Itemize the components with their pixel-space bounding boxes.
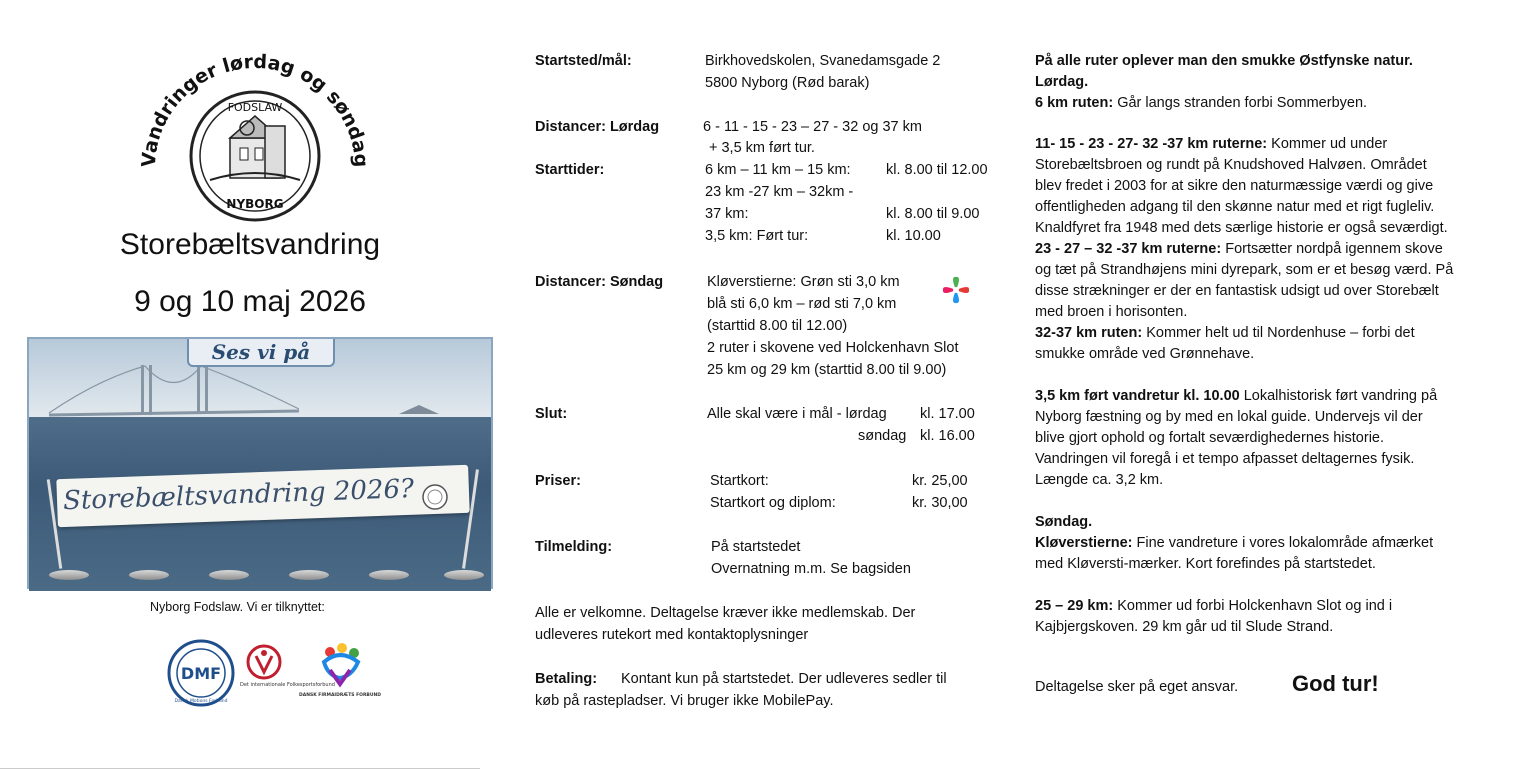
starttider-row-a: 6 km – 11 km – 15 km: <box>705 162 851 178</box>
dmf-logo-text: Dansk Motions Forbund <box>174 699 228 704</box>
starttider-row-a: 23 km -27 km – 32km - <box>705 184 854 200</box>
route-11km <box>1035 134 1387 156</box>
startsted-line1: Birkhovedskolen, Svanedamsgade 2 <box>705 53 941 69</box>
header-emblem <box>130 48 380 228</box>
route-11km-line: Knaldfyret fra 1948 med dets særlige historie er også seværdigt. <box>1035 220 1448 236</box>
route-6km <box>1035 93 1367 115</box>
route-35km-line: Nyborg fæstning og by med en lokal guide. Undervejs vil der <box>1035 409 1423 425</box>
distancer-sondag-line: Kløverstierne: Grøn sti 3,0 km <box>707 274 900 290</box>
route-25km-line: Kommer ud forbi Holckenhavn Slot og ind i <box>1113 598 1393 614</box>
starttider-row-b: kl. 8.00 til 9.00 <box>886 206 980 222</box>
slut-time1: kl. 17.00 <box>920 406 975 422</box>
route-23km <box>1035 239 1443 261</box>
route-35km-label: 3,5 km ført vandretur kl. 10.00 <box>1035 388 1240 404</box>
route-23km-line: Fortsætter nordpå igennem skove <box>1221 241 1443 257</box>
event-photo <box>27 337 493 589</box>
betaling-line1: Kontant kun på startstedet. Der udleveres sedler til <box>621 671 947 687</box>
route-11km-label: 11- 15 - 23 - 27- 32 -37 km ruterne: <box>1035 136 1268 152</box>
distancer-sondag-line: blå sti 6,0 km – rød sti 7,0 km <box>707 296 897 312</box>
route-6km-text: Går langs stranden forbi Sommerbyen. <box>1113 95 1368 111</box>
priser-row-a: Startkort og diplom: <box>710 495 836 511</box>
event-title: Storebæltsvandring <box>119 228 381 261</box>
ivv-logo-text: Det internationale Folkesportsforbund <box>240 682 335 688</box>
route-11km-line: blev fredet i 2003 for at sikre den naturmæssige værdi og give <box>1035 178 1434 194</box>
route-35km-line: Vandringen vil foregå i et tempo afpasset deltagernes fysik. <box>1035 451 1415 467</box>
starttider-label: Starttider: <box>535 162 605 178</box>
route-35km <box>1035 386 1437 408</box>
slut-day2: søndag <box>858 428 907 444</box>
tilmelding-line1: På startstedet <box>711 539 801 555</box>
photo-banner-text: Storebæltsvandring 2026? <box>62 474 415 517</box>
starttider-row-b: kl. 8.00 til 12.00 <box>886 162 988 178</box>
route-23km-line: og tæt på Strandhøjens mini dyrepark, som er et besøg værd. På <box>1035 262 1454 278</box>
route-25km <box>1035 596 1392 618</box>
dmf-mark: DMF <box>180 664 222 683</box>
sondag-heading: Søndag. <box>1035 514 1093 530</box>
route-25km-line: Kajbjergskoven. 29 km går ud til Slude Strand. <box>1035 619 1334 635</box>
route-35km-line: Længde ca. 3,2 km. <box>1035 472 1164 488</box>
priser-row-b: kr. 30,00 <box>912 495 968 511</box>
distancer-lordag-line2: + 3,5 km ført tur. <box>709 140 815 156</box>
klover-label: Kløverstierne: <box>1035 535 1133 551</box>
fish-icon <box>209 570 249 580</box>
lordag-heading: Lørdag. <box>1035 74 1089 90</box>
velkommen-line: Alle er velkomne. Deltagelse kræver ikke medlemskab. Der <box>535 605 916 621</box>
route-32km-label: 32-37 km ruten: <box>1035 325 1143 341</box>
route-35km-line: blive gjort ophold og fortalt seværdighedernes historie. <box>1035 430 1385 446</box>
banner-emblem-icon <box>421 483 449 511</box>
event-dates: 9 og 10 maj 2026 <box>134 285 366 318</box>
bottom-divider <box>0 768 480 769</box>
slut-time2: kl. 16.00 <box>920 428 975 444</box>
fish-icon <box>289 570 329 580</box>
fish-icon <box>49 570 89 580</box>
clover-trail-icon <box>940 274 972 308</box>
god-tur-text: God tur! <box>1292 671 1379 696</box>
slut-line1: Alle skal være i mål - lørdag <box>707 406 887 422</box>
distancer-lordag-label: Distancer: Lørdag <box>535 119 660 135</box>
distancer-sondag-line: 2 ruter i skovene ved Holckenhavn Slot <box>707 340 959 356</box>
klover-route <box>1035 533 1433 555</box>
photo-tab: Ses vi på <box>187 339 335 367</box>
route-32km <box>1035 323 1415 345</box>
distancer-lordag-line1: 6 - 11 - 15 - 23 – 27 - 32 og 37 km <box>703 119 922 135</box>
route-32km-line: smukke område ved Grønnehave. <box>1035 346 1255 362</box>
route-35km-line: Lokalhistorisk ført vandring på <box>1239 388 1438 404</box>
route-11km-line: offentligheden adgang til den skønne natur med et rigt fugleliv. <box>1035 199 1435 215</box>
route-6km-label: 6 km ruten: <box>1035 95 1114 111</box>
betaling-label: Betaling: <box>535 671 598 687</box>
intro-text: På alle ruter oplever man den smukke Østfynske natur. <box>1035 53 1413 69</box>
betaling-line2: køb på rastepladser. Vi bruger ikke MobilePay. <box>535 693 834 709</box>
emblem-top-text: FODSLAW <box>227 101 283 114</box>
route-11km-line: Kommer ud under <box>1267 136 1388 152</box>
startsted-line2: 5800 Nyborg (Rød barak) <box>705 75 870 91</box>
emblem-bottom-text: NYBORG <box>226 197 284 211</box>
fish-icon <box>129 570 169 580</box>
affiliation-text: Nyborg Fodslaw. Vi er tilknyttet: <box>150 600 325 614</box>
priser-row-a: Startkort: <box>710 473 769 489</box>
dmf-logo-icon <box>166 638 236 708</box>
route-11km-line: Storebæltsbroen og rundt på Knudshoved Halvøen. Området <box>1035 157 1427 173</box>
ansvar-text: Deltagelse sker på eget ansvar. <box>1035 679 1239 695</box>
starttider-row-b: kl. 10.00 <box>886 228 941 244</box>
tilmelding-line2: Overnatning m.m. Se bagsiden <box>711 561 911 577</box>
klover-line: Fine vandreture i vores lokalområde afmærket <box>1132 535 1434 551</box>
distancer-sondag-line: 25 km og 29 km (starttid 8.00 til 9.00) <box>707 362 947 378</box>
velkommen-line: udleveres rutekort med kontaktoplysninger <box>535 627 809 643</box>
distancer-sondag-label: Distancer: Søndag <box>535 274 664 290</box>
fish-icon <box>444 570 484 580</box>
priser-row-b: kr. 25,00 <box>912 473 968 489</box>
route-23km-label: 23 - 27 – 32 -37 km ruterne: <box>1035 241 1222 257</box>
priser-label: Priser: <box>535 473 581 489</box>
tilmelding-label: Tilmelding: <box>535 539 613 555</box>
klover-line: med Kløversti-mærker. Kort forefindes på startstedet. <box>1035 556 1376 572</box>
route-23km-line: med broen i horisonten. <box>1035 304 1188 320</box>
fish-icon <box>369 570 409 580</box>
dfif-logo-text: DANSK FIRMAIDRÆTS FORBUND <box>298 693 382 698</box>
route-25km-label: 25 – 29 km: <box>1035 598 1114 614</box>
route-32km-line: Kommer helt ud til Nordenhuse – forbi det <box>1142 325 1415 341</box>
slut-label: Slut: <box>535 406 568 422</box>
starttider-row-a: 3,5 km: Ført tur: <box>705 228 809 244</box>
distancer-sondag-line: (starttid 8.00 til 12.00) <box>707 318 848 334</box>
route-23km-line: disse strækninger er der en fantastisk udsigt ud over Storebælt <box>1035 283 1439 299</box>
startsted-label: Startsted/mål: <box>535 53 632 69</box>
dfif-logo-icon <box>298 640 382 706</box>
arc-text: Vandringer lørdag og søndag <box>137 50 373 168</box>
starttider-row-a: 37 km: <box>705 206 749 222</box>
